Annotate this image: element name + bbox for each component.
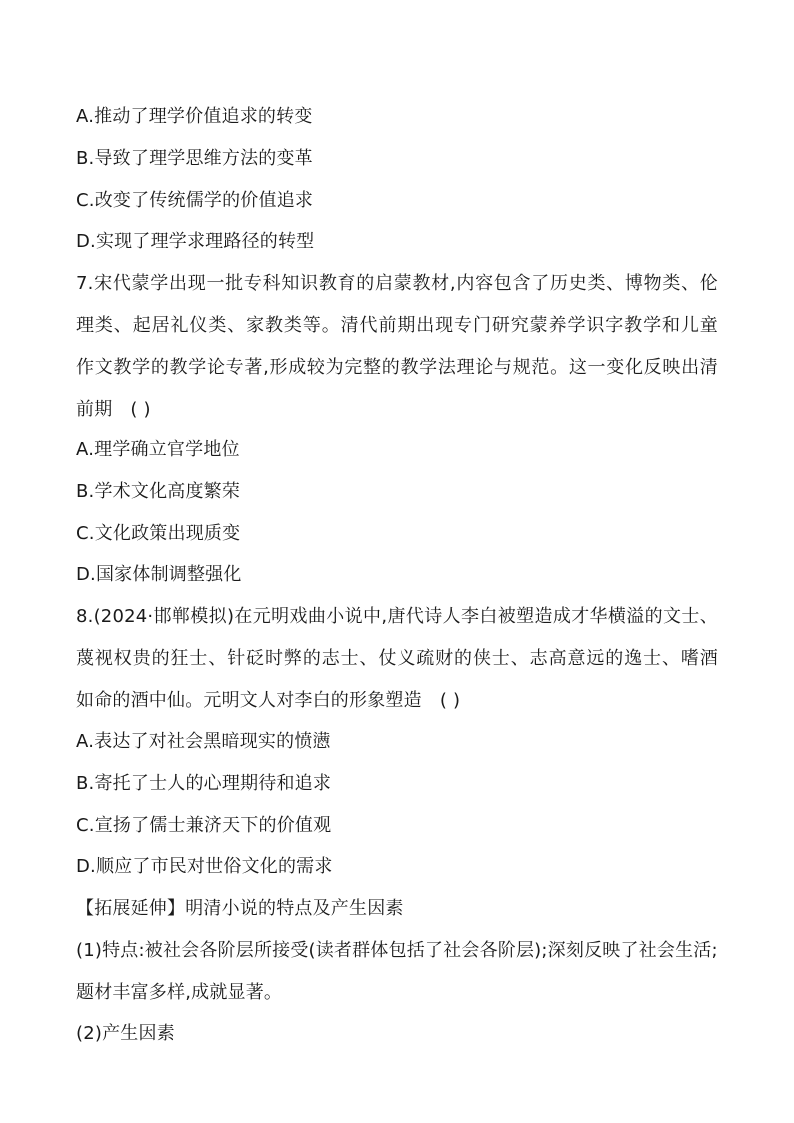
q8-option-a: A.表达了对社会黑暗现实的愤懑 [76,731,331,752]
q6-option-d: D.实现了理学求理路径的转型 [76,231,315,252]
extension-title: 【拓展延伸】明清小说的特点及产生因素 [76,898,404,919]
q8-stem-line-2: 蔑视权贵的狂士、针砭时弊的志士、仗义疏财的侠士、志高意远的逸士、嗜酒 [76,648,718,669]
q8-stem-line-3 [76,688,460,714]
q8-option-d: D.顺应了市民对世俗文化的需求 [76,856,333,877]
q7-stem-line-2: 理类、起居礼仪类、家教类等。清代前期出现专门研究蒙养学识字教学和儿童 [76,315,718,336]
extension-point1-line-2: 题材丰富多样,成就显著。 [76,982,283,1003]
q8-option-b: B.寄托了士人的心理期待和追求 [76,773,332,794]
q7-option-d: D.国家体制调整强化 [76,564,242,585]
q7-answer-bracket: ( ) [130,399,151,420]
q8-stem-line-1: 8.(2024·邯郸模拟)在元明戏曲小说中,唐代诗人李白被塑造成才华横溢的文士、 [76,606,718,627]
q7-stem-line-1: 7.宋代蒙学出现一批专科知识教育的启蒙教材,内容包含了历史类、博物类、伦 [76,273,718,294]
extension-point1-line-1: (1)特点:被社会各阶层所接受(读者群体包括了社会各阶层);深刻反映了社会生活; [76,940,718,961]
q7-stem-line-3: 作文教学的教学论专著,形成较为完整的教学法理论与规范。这一变化反映出清 [76,357,718,378]
q7-stem-line-4 [76,397,151,423]
q8-stem-last: 如命的酒中仙。元明文人对李白的形象塑造 [76,690,422,711]
q6-option-c: C.改变了传统儒学的价值追求 [76,190,314,211]
q6-option-a: A.推动了理学价值追求的转变 [76,106,313,127]
extension-point2: (2)产生因素 [76,1023,175,1044]
q7-stem-last: 前期 [76,399,113,420]
q7-option-b: B.学术文化高度繁荣 [76,481,241,502]
q7-option-c: C.文化政策出现质变 [76,523,241,544]
q8-answer-bracket: ( ) [439,690,461,711]
q6-option-b: B.导致了理学思维方法的变革 [76,148,313,169]
q7-option-a: A.理学确立官学地位 [76,439,240,460]
q8-option-c: C.宣扬了儒士兼济天下的价值观 [76,815,332,836]
